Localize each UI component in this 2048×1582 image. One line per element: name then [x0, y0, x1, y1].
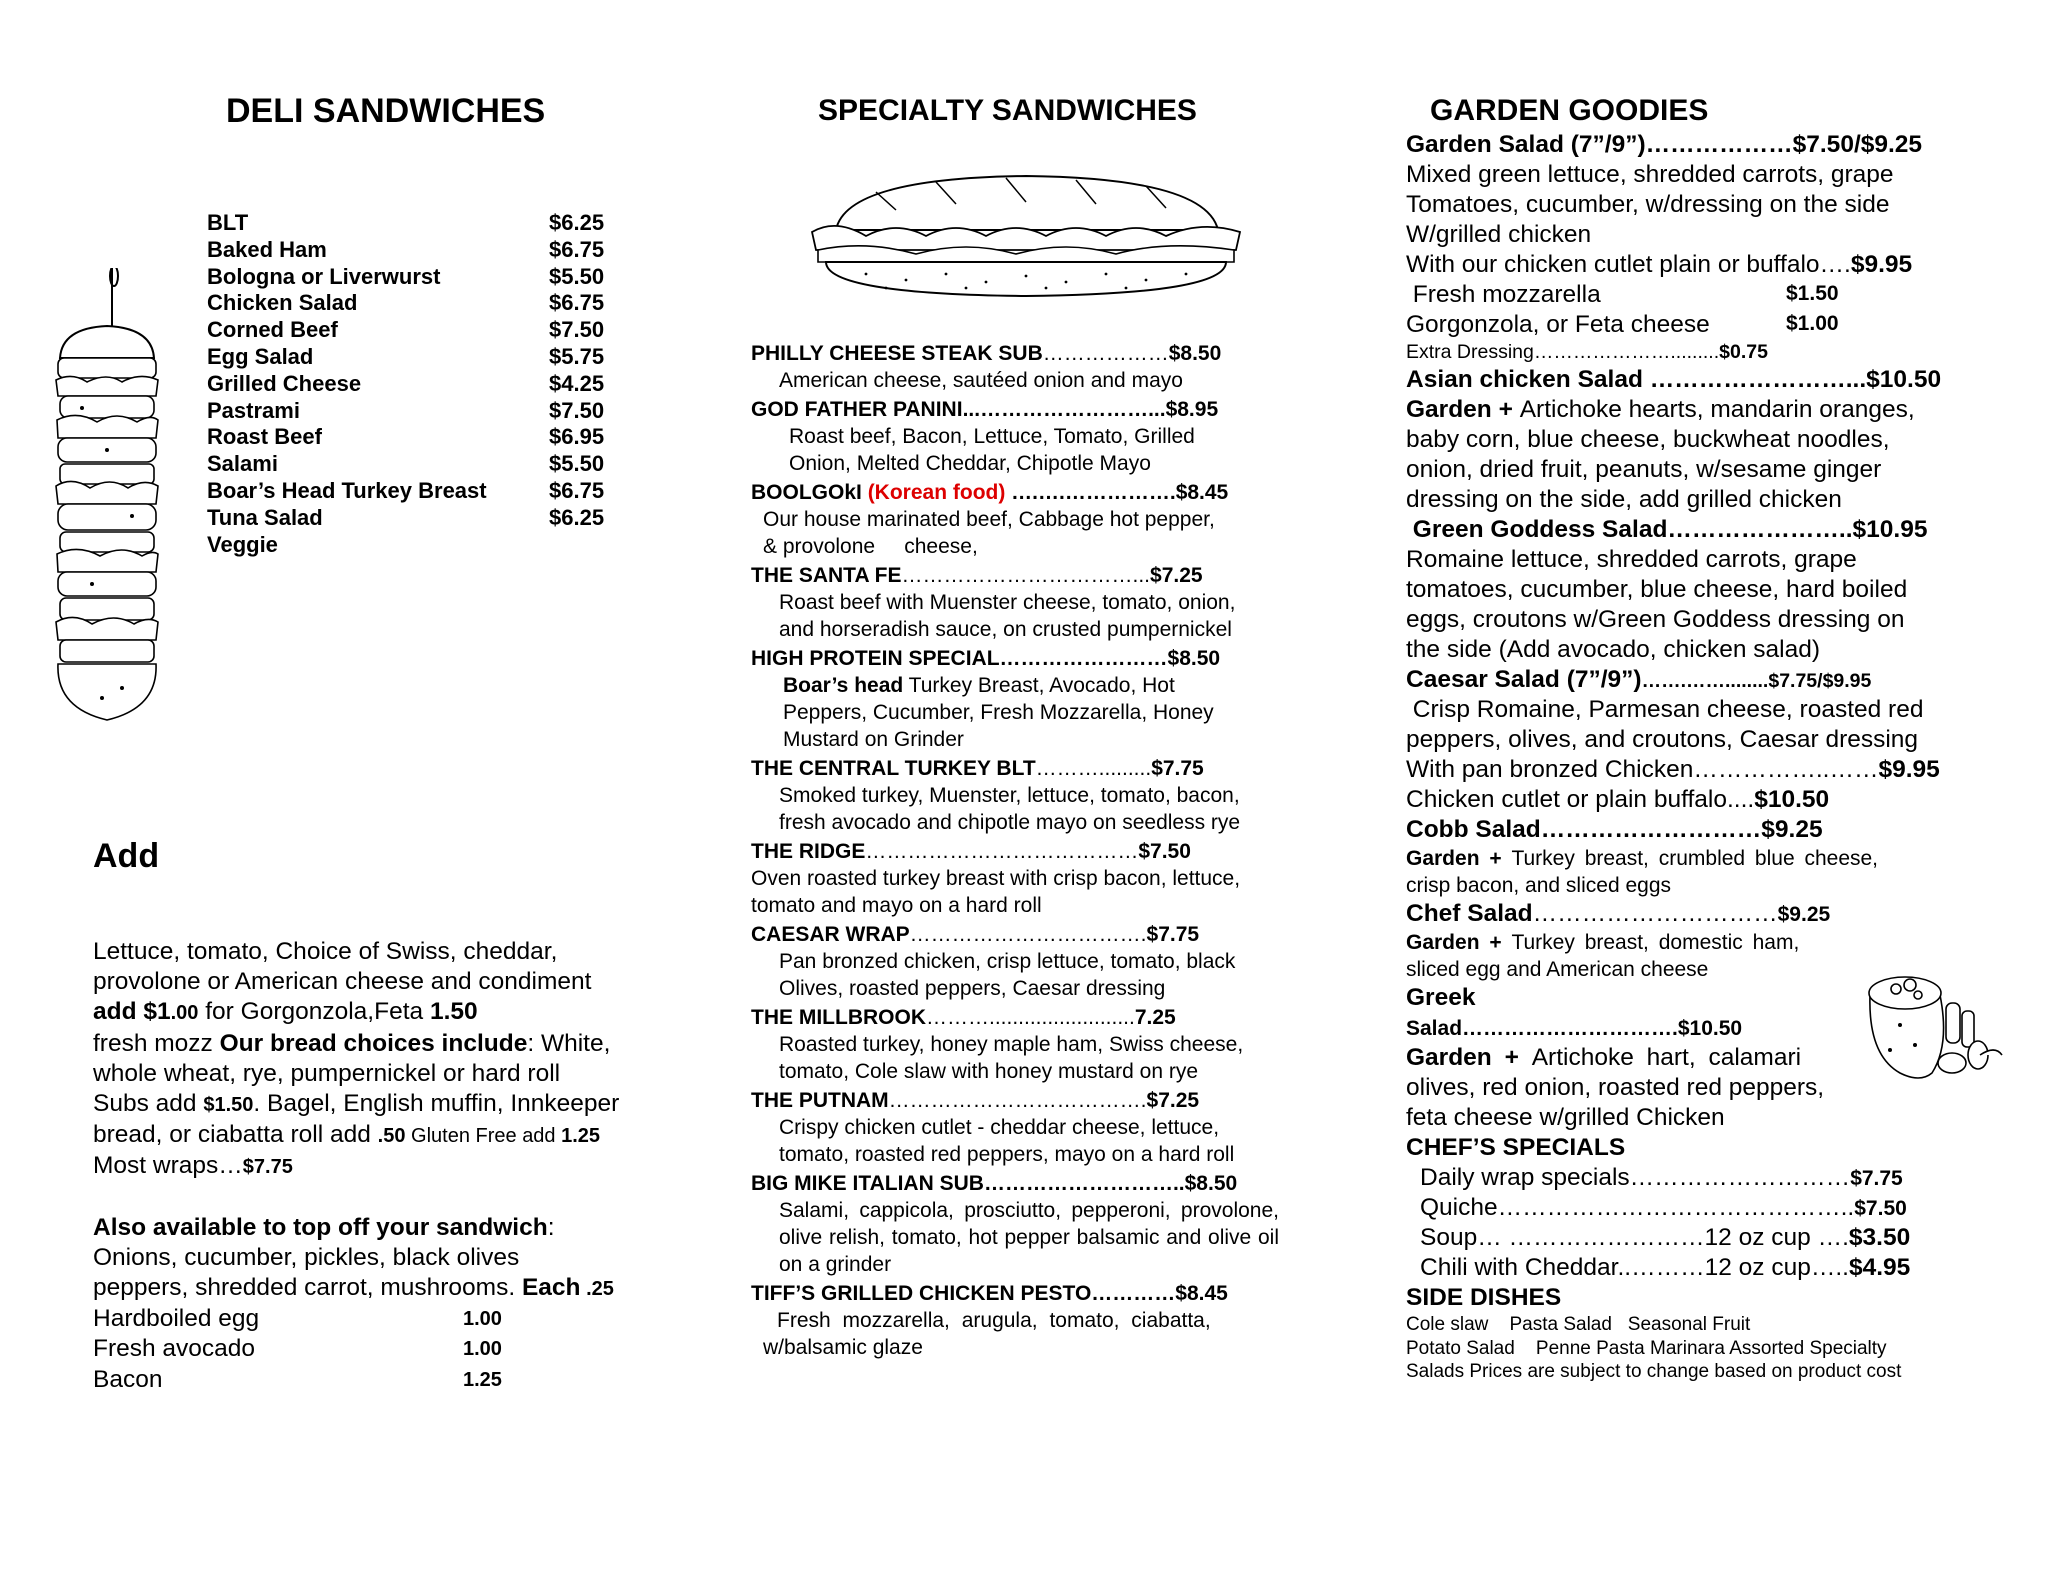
- deli-item-name: Baked Ham: [207, 236, 327, 262]
- garden-text: Chili with Cheddar..………12 oz cup…..: [1420, 1254, 1849, 1281]
- add-line: provolone or American cheese and condiment: [93, 968, 592, 996]
- garden-text: Daily wrap specials………………………: [1420, 1164, 1851, 1191]
- garden-line: feta cheese w/grilled Chicken: [1406, 1104, 1725, 1131]
- garden-price: $7.50: [1854, 1197, 1907, 1220]
- leader-dots: …………………………….: [909, 923, 1147, 946]
- item-price: $8.50: [1184, 1172, 1238, 1195]
- item-description: tomato, Cole slaw with honey mustard on rye: [779, 1060, 1199, 1083]
- deli-item: [207, 424, 604, 451]
- garden-plus: Garden +: [1406, 1044, 1532, 1071]
- item-name: THE RIDGE: [751, 840, 866, 863]
- deli-item-name: Bologna or Liverwurst: [207, 263, 441, 289]
- add-title: Add: [93, 837, 160, 875]
- add-line: whole wheat, rye, pumpernickel or hard roll: [93, 1059, 561, 1087]
- add-text: Most wraps…: [93, 1152, 243, 1180]
- stacked-sandwich-illustration: [52, 268, 162, 738]
- garden-text: Turkey breast, domestic ham,: [1511, 931, 1800, 954]
- deli-item: [207, 344, 604, 371]
- deli-item-name: Egg Salad: [207, 343, 314, 369]
- item-description: Pan bronzed chicken, crisp lettuce, tomato, black: [779, 950, 1236, 973]
- add-line: Onions, cucumber, pickles, black olives: [93, 1243, 520, 1271]
- garden-line: [1406, 785, 1966, 815]
- add-text: : White,: [527, 1029, 611, 1057]
- specialty-item-big-mike: [751, 1170, 1291, 1278]
- item-description: fresh avocado and chipotle mayo on seedless rye: [779, 811, 1241, 834]
- item-title-line: [751, 562, 1291, 589]
- garden-plus: Garden +: [1406, 396, 1520, 423]
- leader-dots: ……….........: [1035, 757, 1152, 780]
- garden-text: With pan bronzed Chicken……………..……: [1406, 756, 1879, 783]
- desc-text: Turkey Breast, Avocado, Hot: [903, 674, 1175, 697]
- garden-text: Salad………………………….$10.50: [1406, 1017, 1743, 1040]
- greek-salad-title: Greek: [1406, 984, 1476, 1011]
- add-word: add: [93, 998, 137, 1026]
- garden-title: GARDEN GOODIES: [1430, 94, 1709, 127]
- side-dishes-title: SIDE DISHES: [1406, 1284, 1562, 1311]
- leader-dots: ...……………………...: [962, 398, 1166, 421]
- leader-dots: ………………: [1042, 342, 1169, 365]
- item-name: BIG MIKE ITALIAN SUB: [751, 1172, 984, 1195]
- garden-price: $7.75: [1850, 1167, 1903, 1190]
- item-price: $7.25: [1150, 564, 1203, 587]
- deli-item-price: $6.25: [549, 210, 605, 235]
- side-dishes-line: Salads Prices are subject to change based on product cost: [1406, 1361, 1902, 1382]
- leader-dots: …………: [1091, 1282, 1176, 1305]
- extra-item-name: Fresh avocado: [93, 1335, 256, 1363]
- leader-dots: ……………………: [999, 647, 1168, 670]
- add-line: [93, 1120, 683, 1151]
- item-price: $7.75: [1151, 757, 1204, 780]
- deli-item: [207, 290, 604, 317]
- garden-line: baby corn, blue cheese, buckwheat noodles,: [1406, 426, 1890, 453]
- extra-item: [93, 1304, 683, 1334]
- deli-item-name: Salami: [207, 451, 278, 477]
- chef-salad-title: [1406, 899, 1966, 929]
- garden-line: [1406, 280, 1966, 310]
- extra-item-price: 1.00: [463, 1308, 502, 1331]
- garden-text: Artichoke hart, calamari: [1531, 1044, 1802, 1071]
- deli-item: [207, 451, 604, 478]
- garden-text: With our chicken cutlet plain or buffalo….: [1406, 251, 1851, 278]
- garden-price: $4.95: [1848, 1254, 1911, 1281]
- garden-line: Romaine lettuce, shredded carrots, grape: [1406, 546, 1857, 573]
- garden-price: $3.50: [1848, 1224, 1911, 1251]
- extra-item-name: Bacon: [93, 1365, 163, 1393]
- add-price: $7.75: [242, 1156, 293, 1179]
- specialty-item-high-protein: [751, 645, 1291, 753]
- item-description: American cheese, sautéed onion and mayo: [779, 369, 1183, 392]
- add-price: $1: [136, 998, 171, 1026]
- deli-item-price: $5.50: [549, 451, 605, 477]
- item-title-line: [751, 340, 1291, 367]
- item-name: GOD FATHER PANINI: [751, 398, 963, 421]
- item-description: Fresh mozzarella, arugula, tomato, ciabatta,: [777, 1309, 1211, 1332]
- item-name: THE CENTRAL TURKEY BLT: [751, 757, 1036, 780]
- deli-item-price: $5.75: [549, 343, 605, 369]
- garden-price: $9.95: [1878, 756, 1940, 783]
- deli-item-name: Tuna Salad: [207, 504, 323, 530]
- garden-line: the side (Add avocado, chicken salad): [1406, 636, 1821, 663]
- salad-bowl-illustration: [1860, 955, 2005, 1090]
- item-description: and horseradish sauce, on crusted pumpernickel: [779, 618, 1232, 641]
- deli-item-name: Veggie: [207, 531, 278, 557]
- item-price: $8.45: [1175, 1282, 1228, 1305]
- chef-special-line: [1406, 1253, 1966, 1283]
- garden-salad-title: Garden Salad (7”/9”)………………$7.50/$9.25: [1406, 131, 1923, 158]
- extra-item: [93, 1334, 683, 1364]
- item-price: $8.50: [1168, 342, 1222, 365]
- asian-salad-title: Asian chicken Salad ……………………...$10.50: [1406, 366, 1942, 393]
- garden-text: Quiche……………………………………..: [1420, 1194, 1855, 1221]
- leader-dots: …………………………: [1532, 900, 1778, 927]
- garden-line: [1406, 929, 1966, 956]
- green-goddess-title: Green Goddess Salad…………………..$10.95: [1406, 516, 1928, 543]
- specialty-item-tiffs-pesto: [751, 1280, 1291, 1361]
- item-description: Roast beef with Muenster cheese, tomato, onion,: [779, 591, 1236, 614]
- item-description: Oven roasted turkey breast with crisp bacon, lettuce,: [751, 867, 1241, 890]
- item-price: $7.50: [1138, 840, 1191, 863]
- garden-line: Tomatoes, cucumber, w/dressing on the side: [1406, 191, 1890, 218]
- item-description: w/balsamic glaze: [763, 1336, 923, 1359]
- item-description: Peppers, Cucumber, Fresh Mozzarella, Honey: [783, 701, 1214, 724]
- specialty-item-ridge: [751, 838, 1291, 919]
- deli-item-name: Roast Beef: [207, 424, 322, 450]
- garden-text: Soup… ……………………12 oz cup ….: [1420, 1224, 1849, 1251]
- garden-line: [1406, 310, 1966, 340]
- chef-special-line: [1406, 1223, 1966, 1253]
- deli-item: [207, 264, 604, 291]
- garden-line: [1406, 845, 1966, 872]
- item-name: TIFF’S GRILLED CHICKEN PESTO: [751, 1282, 1092, 1305]
- deli-item-name: BLT: [207, 210, 249, 235]
- extra-item-name: Hardboiled egg: [93, 1305, 260, 1333]
- garden-menu-list: [1406, 130, 1966, 1384]
- specialty-item-caesar-wrap: [751, 921, 1291, 1002]
- deli-item-price: $6.25: [549, 504, 605, 530]
- item-name: CAESAR WRAP: [751, 923, 910, 946]
- item-description: [751, 672, 1291, 699]
- deli-item-name: Chicken Salad: [207, 290, 358, 316]
- garden-line: [1406, 340, 1966, 365]
- deli-menu-list: [207, 210, 604, 558]
- chef-special-line: [1406, 1193, 1966, 1223]
- garden-plus: Garden +: [1406, 931, 1512, 954]
- item-title-line: [751, 1280, 1291, 1307]
- item-description: & provolone cheese,: [763, 535, 978, 558]
- leader-dots: ……………………………….: [888, 1089, 1147, 1112]
- deli-item-price: $7.50: [549, 317, 605, 343]
- garden-text: Chicken cutlet or plain buffalo....: [1406, 786, 1755, 813]
- item-description: Salami, cappicola, prosciutto, pepperoni, provolone, olive relish, tomato, hot pepper balsamic and olive oil on a grinder: [779, 1199, 1279, 1276]
- add-line: Lettuce, tomato, Choice of Swiss, cheddar,: [93, 938, 558, 965]
- item-name: PHILLY CHEESE STEAK SUB: [751, 342, 1043, 365]
- item-description: Mustard on Grinder: [783, 728, 964, 751]
- item-description: Our house marinated beef, Cabbage hot pepper,: [763, 508, 1215, 531]
- add-text: bread, or ciabatta roll add: [93, 1121, 378, 1149]
- item-title-line: [751, 1004, 1291, 1031]
- chef-special-line: [1406, 1163, 1966, 1193]
- garden-line: dressing on the side, add grilled chicken: [1406, 486, 1842, 513]
- side-dishes-line: Cole slaw Pasta Salad Seasonal Fruit: [1406, 1314, 1751, 1335]
- item-title-line: [751, 1170, 1291, 1197]
- garden-price: $1.50: [1786, 282, 1839, 305]
- specialty-item-boolgoki: [751, 479, 1291, 560]
- garden-price: $0.75: [1719, 341, 1768, 363]
- add-price: $1.50: [203, 1094, 254, 1117]
- leader-dots: ………………………..: [983, 1172, 1185, 1195]
- cobb-salad-title: Cobb Salad………………………$9.25: [1406, 816, 1823, 843]
- add-text: for Gorgonzola,Feta: [198, 998, 430, 1026]
- add-text: . Bagel, English muffin, Innkeeper: [253, 1090, 620, 1118]
- garden-price: $1.00: [1786, 312, 1839, 335]
- add-line: [93, 1029, 683, 1059]
- add-text: :: [547, 1213, 555, 1241]
- item-description: Roast beef, Bacon, Lettuce, Tomato, Grilled: [789, 425, 1195, 448]
- garden-price: $9.95: [1850, 251, 1913, 278]
- deli-item-price: $6.75: [549, 236, 605, 262]
- item-description: tomato and mayo on a hard roll: [751, 894, 1042, 917]
- add-price: .50: [377, 1125, 406, 1148]
- deli-item-name: Pastrami: [207, 397, 300, 423]
- item-price: $8.95: [1165, 398, 1219, 421]
- bread-choices-label: Our bread choices include: [219, 1029, 528, 1057]
- garden-line: sliced egg and American cheese: [1406, 958, 1709, 981]
- garden-line: [1406, 395, 1966, 425]
- item-title-line: [751, 838, 1291, 865]
- garden-text: Extra Dressing………………….........: [1406, 341, 1720, 363]
- extra-item: [93, 1365, 683, 1395]
- item-description: Roasted turkey, honey maple ham, Swiss cheese,: [779, 1033, 1244, 1056]
- item-description: Onion, Melted Cheddar, Chipotle Mayo: [789, 452, 1151, 475]
- item-title-line: [751, 1087, 1291, 1114]
- specialty-title: SPECIALTY SANDWICHES: [818, 94, 1197, 127]
- item-title-line: [751, 479, 1291, 506]
- garden-line: olives, red onion, roasted red peppers,: [1406, 1074, 1825, 1101]
- add-options-block: [93, 937, 683, 1395]
- item-description: Olives, roasted peppers, Caesar dressing: [779, 977, 1166, 1000]
- item-description: Crispy chicken cutlet - cheddar cheese, lettuce,: [779, 1116, 1220, 1139]
- deli-item: [207, 532, 604, 559]
- deli-item-price: $5.50: [549, 263, 605, 289]
- garden-line: crisp bacon, and sliced eggs: [1406, 874, 1671, 897]
- garden-line: tomatoes, cucumber, blue cheese, hard boiled: [1406, 576, 1908, 603]
- garden-plus: Garden +: [1406, 847, 1512, 870]
- garden-price: $10.50: [1754, 786, 1830, 813]
- deli-item: [207, 237, 604, 264]
- garden-line: peppers, olives, and croutons, Caesar dressing: [1406, 726, 1919, 753]
- deli-item: [207, 478, 604, 505]
- extra-item-price: 1.00: [463, 1338, 502, 1361]
- garden-line: Mixed green lettuce, shredded carrots, grape: [1406, 161, 1894, 188]
- add-text: Gluten Free add: [405, 1125, 562, 1148]
- deli-item-name: Corned Beef: [207, 317, 338, 343]
- item-title-line: [751, 755, 1291, 782]
- add-price: .25: [580, 1278, 614, 1301]
- item-price: $8.45: [1175, 481, 1229, 504]
- garden-text: Caesar Salad (7”/9”): [1406, 666, 1642, 693]
- also-available-label: Also available to top off your sandwich: [93, 1213, 548, 1241]
- extras-list: [93, 1304, 683, 1395]
- item-price: $7.25: [1146, 1089, 1200, 1112]
- add-text: fresh mozz: [93, 1029, 220, 1057]
- item-description: Smoked turkey, Muenster, lettuce, tomato, bacon,: [779, 784, 1240, 807]
- garden-text: Chef Salad: [1406, 900, 1533, 927]
- garden-line: Crisp Romaine, Parmesan cheese, roasted red: [1406, 696, 1924, 723]
- deli-item-price: $4.25: [549, 370, 605, 396]
- leader-dots: …………………………………: [865, 840, 1139, 863]
- garden-line: onion, dried fruit, peanuts, w/sesame ginger: [1406, 456, 1882, 483]
- add-line: [93, 1213, 683, 1243]
- chefs-specials-title: CHEF’S SPECIALS: [1406, 1134, 1626, 1161]
- garden-line: [1406, 250, 1966, 280]
- garden-line: W/grilled chicken: [1406, 221, 1592, 248]
- deli-item: [207, 505, 604, 532]
- garden-text: Fresh mozzarella: [1406, 281, 1601, 308]
- item-name: HIGH PROTEIN SPECIAL: [751, 647, 1000, 670]
- deli-item-price: $6.75: [549, 290, 605, 316]
- leader-dots: ……….........................: [925, 1006, 1135, 1029]
- specialty-menu-list: [751, 340, 1291, 1363]
- item-name: THE MILLBROOK: [751, 1006, 926, 1029]
- specialty-item-santa-fe: [751, 562, 1291, 643]
- item-price: $8.50: [1167, 647, 1221, 670]
- sub-sandwich-illustration: [806, 170, 1246, 300]
- deli-item-name: Grilled Cheese: [207, 370, 362, 396]
- leader-dots: ……………………………...: [901, 564, 1151, 587]
- item-title-line: [751, 396, 1291, 423]
- specialty-item-millbrook: [751, 1004, 1291, 1085]
- item-title-line: [751, 921, 1291, 948]
- extra-item-price: 1.25: [463, 1368, 502, 1391]
- deli-item: [207, 398, 604, 425]
- garden-text: Gorgonzola, or Feta cheese: [1406, 311, 1710, 338]
- side-dishes-line: Potato Salad Penne Pasta Marinara Assorted Specialty: [1406, 1337, 1887, 1359]
- item-name: THE PUTNAM: [751, 1089, 889, 1112]
- deli-item: [207, 371, 604, 398]
- add-text: Subs add: [93, 1090, 204, 1118]
- item-price: $7.75: [1146, 923, 1200, 946]
- add-text: peppers, shredded carrot, mushrooms.: [93, 1274, 522, 1302]
- deli-item-price: $6.75: [549, 477, 605, 503]
- item-price: 7.25: [1134, 1006, 1176, 1029]
- add-price: 1.25: [561, 1125, 601, 1148]
- garden-line: eggs, croutons w/Green Goddess dressing on: [1406, 606, 1905, 633]
- leader-dots: ….….…………….: [1005, 481, 1176, 504]
- add-price-cents: .00: [170, 1002, 199, 1025]
- each-label: Each: [521, 1274, 581, 1302]
- garden-price: …….……........$7.75/$9.95: [1641, 670, 1872, 692]
- garden-text: Turkey breast, crumbled blue cheese,: [1511, 847, 1879, 870]
- deli-title: DELI SANDWICHES: [226, 92, 546, 130]
- add-line: [93, 1089, 683, 1120]
- deli-item-price: $6.95: [549, 424, 605, 450]
- item-description: tomato, roasted red peppers, mayo on a hard roll: [779, 1143, 1235, 1166]
- add-line: [93, 1151, 683, 1182]
- korean-food-note: (Korean food): [867, 481, 1006, 504]
- deli-item: [207, 210, 604, 237]
- add-line: [93, 997, 683, 1028]
- item-title-line: [751, 645, 1291, 672]
- specialty-item-central-turkey: [751, 755, 1291, 836]
- deli-item-name: Boar’s Head Turkey Breast: [207, 477, 487, 503]
- item-name: BOOLGOkI: [751, 481, 868, 504]
- boars-head-label: Boar’s head: [783, 674, 904, 697]
- caesar-salad-title: [1406, 665, 1966, 695]
- specialty-item-godfather: [751, 396, 1291, 477]
- add-price: 1.50: [429, 998, 478, 1026]
- deli-item-price: $7.50: [549, 397, 605, 423]
- item-name: THE SANTA FE: [751, 564, 902, 587]
- deli-item: [207, 317, 604, 344]
- garden-price: $9.25: [1777, 903, 1831, 926]
- add-line: [93, 1273, 683, 1304]
- specialty-item-putnam: [751, 1087, 1291, 1168]
- garden-line: [1406, 755, 1966, 785]
- garden-text: Artichoke hearts, mandarin oranges,: [1519, 396, 1915, 423]
- specialty-item-philly: [751, 340, 1291, 394]
